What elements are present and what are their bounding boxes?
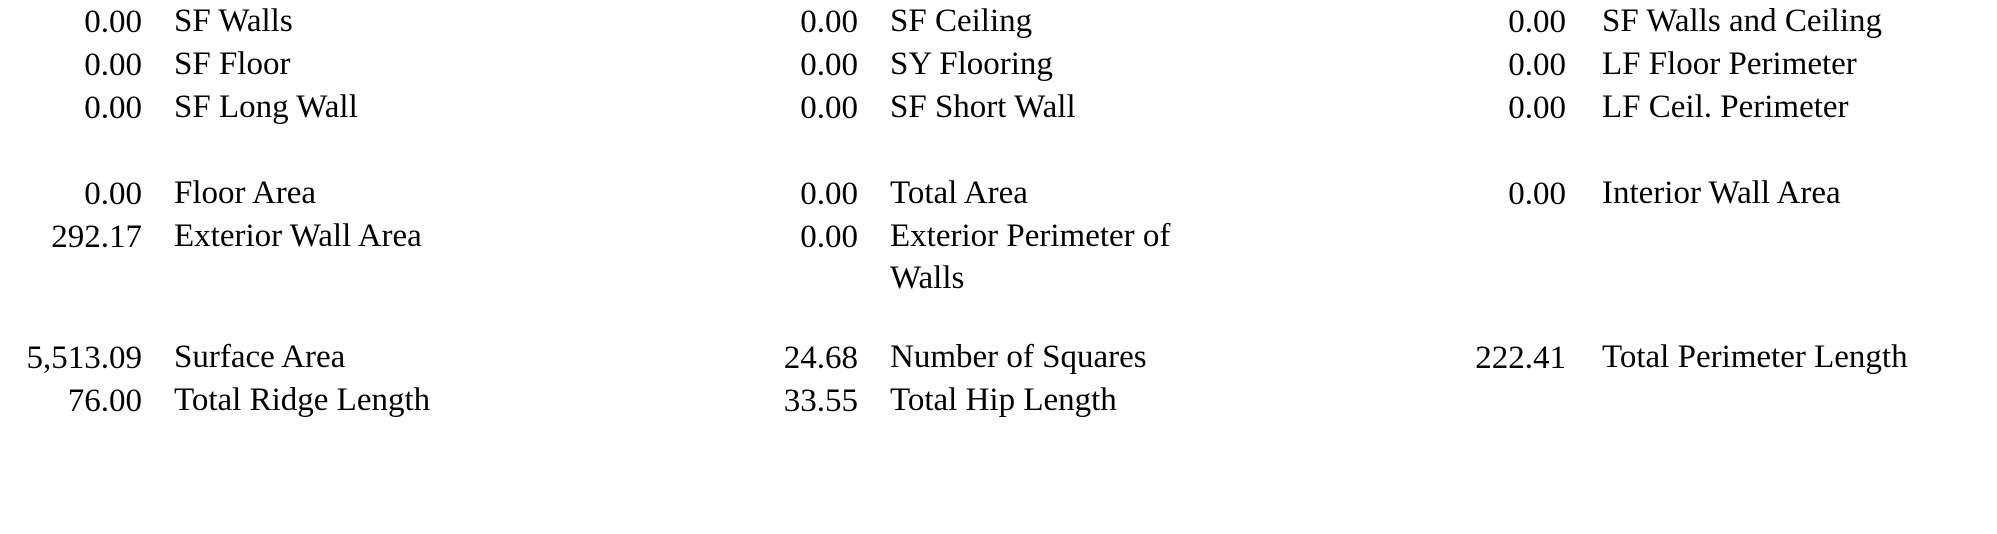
measurement-label: Total Area	[890, 175, 1028, 211]
measurement-value: 0.00	[84, 47, 142, 83]
measurement-label: LF Floor Perimeter	[1602, 46, 1857, 82]
measurement-label: SF Floor	[174, 46, 291, 82]
measurement-label: Total Hip Length	[890, 382, 1117, 418]
measurement-value: 0.00	[84, 4, 142, 40]
measurement-value: 5,513.09	[26, 340, 142, 376]
measurement-value: 292.17	[51, 219, 142, 255]
measurement-row	[0, 0, 1997, 44]
measurement-value: 0.00	[800, 4, 858, 40]
measurement-value: 0.00	[1508, 90, 1566, 126]
measurement-value: 33.55	[783, 383, 858, 419]
measurement-value: 24.68	[783, 340, 858, 376]
measurement-label: SF Long Wall	[174, 89, 358, 125]
measurement-value: 76.00	[67, 383, 142, 419]
measurement-label: SY Flooring	[890, 46, 1053, 82]
measurement-label: Interior Wall Area	[1602, 175, 1841, 211]
measurement-row	[0, 379, 1997, 423]
measurement-label: LF Ceil. Perimeter	[1602, 89, 1849, 125]
measurement-label: Exterior Perimeter of Walls	[890, 218, 1171, 296]
measurement-value: 0.00	[800, 219, 858, 255]
measurement-label: SF Walls	[174, 3, 293, 39]
measurement-row	[0, 86, 1997, 130]
measurement-label: Surface Area	[174, 339, 346, 375]
measurement-value: 0.00	[800, 47, 858, 83]
measurement-row	[0, 172, 1997, 216]
measurement-label: SF Short Wall	[890, 89, 1076, 125]
measurement-label: SF Ceiling	[890, 3, 1033, 39]
measurement-value: 0.00	[84, 90, 142, 126]
measurement-label: Exterior Wall Area	[174, 218, 422, 254]
measurement-value: 0.00	[84, 176, 142, 212]
measurement-row	[0, 43, 1997, 87]
measurement-label: Floor Area	[174, 175, 317, 211]
measurement-label: Total Perimeter Length	[1602, 339, 1908, 375]
measurement-value: 0.00	[1508, 47, 1566, 83]
measurement-label: Total Ridge Length	[174, 382, 431, 418]
measurement-row	[0, 215, 1997, 303]
measurement-value: 0.00	[1508, 176, 1566, 212]
measurement-value: 0.00	[800, 176, 858, 212]
measurement-label: Number of Squares	[890, 339, 1147, 375]
measurement-value: 0.00	[800, 90, 858, 126]
measurement-value: 222.41	[1475, 340, 1566, 376]
measurement-value: 0.00	[1508, 4, 1566, 40]
measurement-label: SF Walls and Ceiling	[1602, 3, 1883, 39]
measurement-row	[0, 336, 1997, 380]
